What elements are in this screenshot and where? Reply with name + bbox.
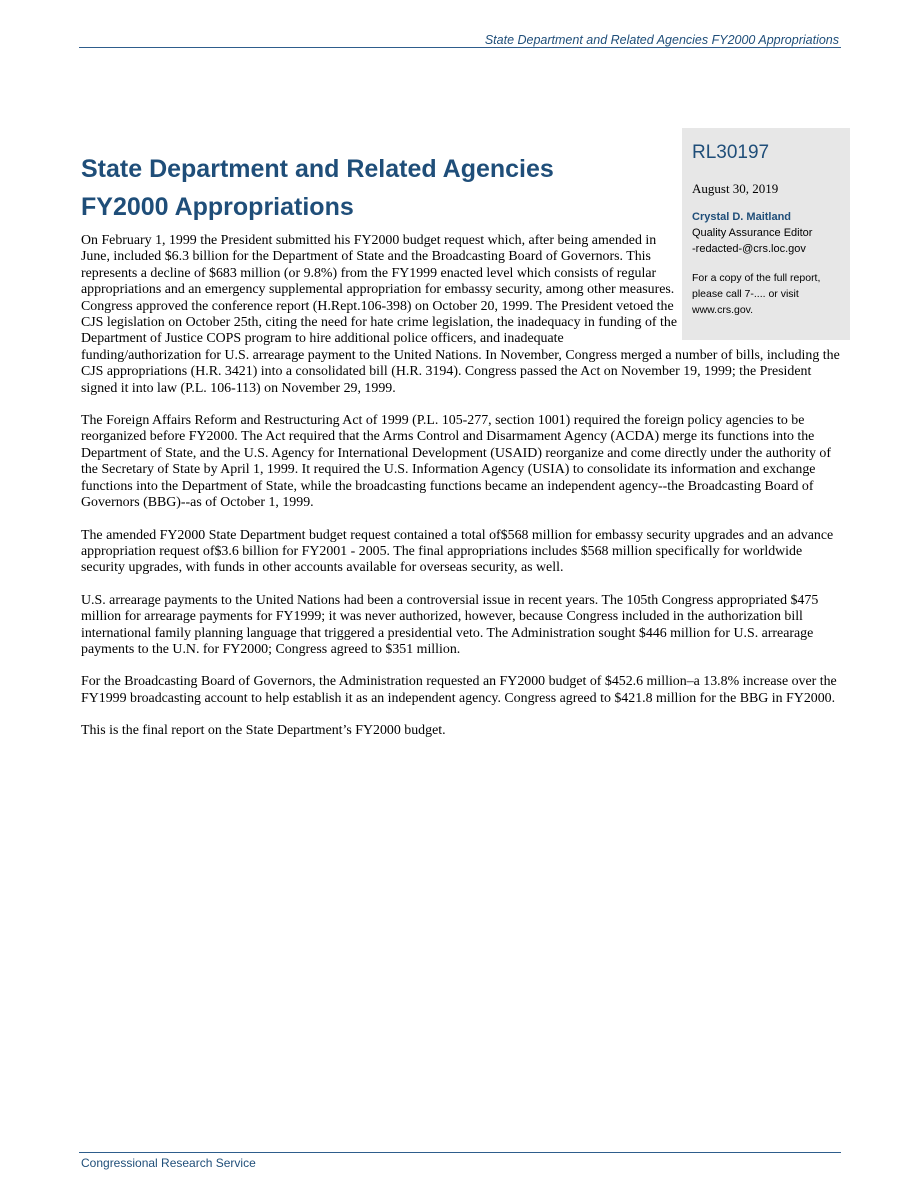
paragraph-embassy-security: The amended FY2000 State Department budget request contained a total of$568 million for embassy security upgrades and an advance appropriation request of$3.6 billion for FY2001 - 2005. The final appropriations includes $568 million specifically for worldwide security upgrades, with funds in other accounts available for overseas security, as well.: [81, 527, 834, 576]
author-email-link[interactable]: -redacted-@crs.loc.gov: [692, 243, 806, 255]
page-title-line-2: FY2000 Appropriations: [81, 193, 354, 221]
copy-request-note: For a copy of the full report, please call 7-.... or visit www.crs.gov.: [692, 272, 821, 316]
footer-divider: [79, 1152, 841, 1153]
header-divider: [79, 47, 841, 48]
paragraph-reorganization: The Foreign Affairs Reform and Restructuring Act of 1999 (P.L. 105-277, section 1001) required the foreign policy agencies to be reorganized before FY2000. The Act required that the Arms Control and Disarmament Agency (ACDA) merge its functions into the Department of State, and the U.S. Agency for International Development (USAID) reorganize and come directly under the authority of the Secretary of State by April 1, 1999. It required the U.S. Information Agency (USIA) to consolidate its information and exchange functions into the Department of State, while the broadcasting functions became an independent agency--the Broadcasting Board of Governors (BBG)--as of October 1, 1999.: [81, 413, 831, 511]
running-header-title: State Department and Related Agencies FY2000 Appropriations: [484, 33, 839, 47]
paragraph-budget-request: On February 1, 1999 the President submitted his FY2000 budget request which, after being amended in June, included $6.3 billion for the Department of State and the Broadcasting Board of Governors. This represents a decline of $683 million (or 9.8%) from the FY1999 enacted level which consists of regular appropriations and an emergency supplemental appropriation for embassy security, among other measures. Congress approved the conference report (H.Rept.106-398) on October 20, 1999. The President vetoed the CJS legislation on October 25th, citing the need for hate crime legislation, the inadequacy in funding of the Department of Justice COPS program to hire additional police officers, and inadequate funding/authorization for U.S. arrearage payment to the United Nations. In November, Congress merged a number of bills, including the CJS appropriations (H.R. 3421) into a consolidated bill (H.R. 3194). Congress passed the Act on November 19, 1999; the President signed it into law (P.L. 106-113) on November 29, 1999.: [81, 233, 840, 396]
author-name: Crystal D. Maitland: [692, 211, 792, 223]
summary-body: [81, 233, 841, 756]
paragraph-broadcasting-board: For the Broadcasting Board of Governors, the Administration requested an FY2000 budget of $452.6 million–a 13.8% increase over the FY1999 broadcasting account to help establish it as an independent agency. Congress agreed to $421.8 million for the BBG in FY2000.: [81, 674, 837, 706]
report-id: RL30197: [692, 142, 770, 163]
paragraph-un-arrearage: U.S. arrearage payments to the United Nations had been a controversial issue in recent years. The 105th Congress appropriated $475 million for arrearage payments for FY1999; it was never authorized, however, because Congress included in the authorization bill international family planning language that triggered a presidential veto. The Administration sought $446 million for U.S. arrearage payments to the U.N. for FY2000; Congress agreed to $351 million.: [81, 592, 819, 657]
page-title-line-1: State Department and Related Agencies: [81, 155, 554, 183]
sidebar-wrap-spacer: [683, 233, 841, 345]
author-role: Quality Assurance Editor: [692, 227, 813, 239]
report-date: August 30, 2019: [692, 181, 779, 196]
paragraph-final-report: This is the final report on the State Department’s FY2000 budget.: [81, 723, 446, 739]
page-title: [81, 150, 661, 226]
footer-publisher: Congressional Research Service: [81, 1156, 256, 1170]
